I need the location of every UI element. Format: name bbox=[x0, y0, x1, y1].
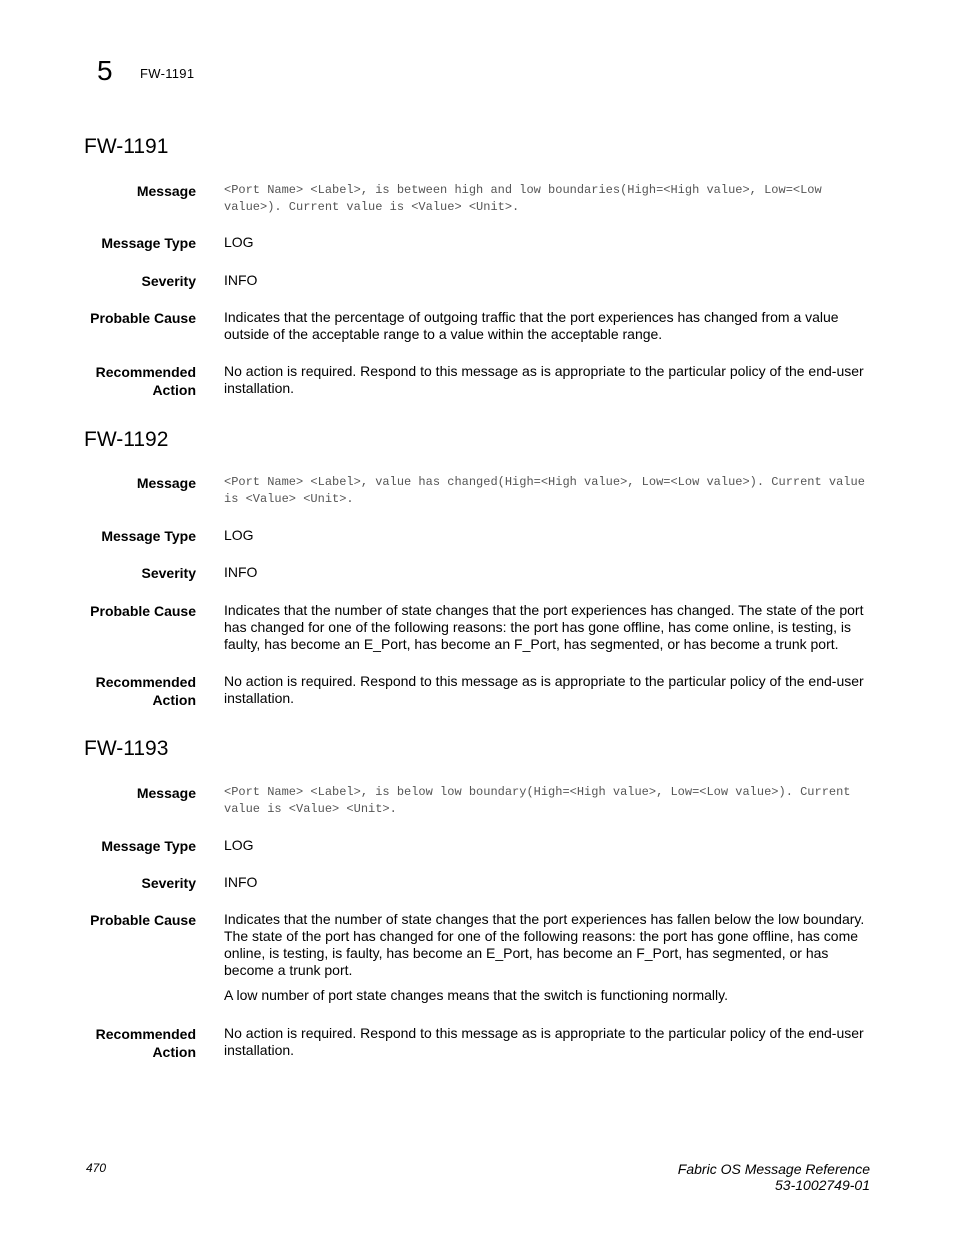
label-message: Message bbox=[136, 183, 196, 199]
recommended-action-text: No action is required. Respond to this message as is appropriate to the particular policy of the end-user installation. bbox=[224, 1025, 864, 1058]
probable-cause-paragraph: Indicates that the number of state changes that the port experiences has changed. The state of the port has changed for one of the following reasons: the port has gone offline, has come online, is testing, is faulty, has become an E_Port, has become an F_Port, has segmented, or has become a trunk port. bbox=[224, 602, 864, 652]
label-message: Message bbox=[136, 785, 196, 801]
label-message-type: Message Type bbox=[101, 838, 196, 854]
label-probable-cause: Probable Cause bbox=[90, 912, 196, 928]
page-number: 470 bbox=[86, 1161, 107, 1175]
label-action: Action bbox=[152, 382, 196, 398]
severity-value: INFO bbox=[224, 272, 258, 288]
label-message: Message bbox=[136, 475, 196, 491]
probable-cause-text bbox=[224, 911, 870, 1004]
message-text: <Port Name> <Label>, is below low boundary(High=<High value>, Low=<Low value>). Current value is <Value> <Unit>. bbox=[224, 785, 851, 816]
message-text: <Port Name> <Label>, is between high and low boundaries(High=<High value>, Low=<Low value>). Current value is <Value> <Unit>. bbox=[224, 183, 822, 214]
label-severity: Severity bbox=[141, 273, 196, 289]
label-message-type: Message Type bbox=[101, 235, 196, 251]
book-title: Fabric OS Message Reference bbox=[677, 1161, 870, 1177]
message-type-value: LOG bbox=[224, 527, 254, 543]
chapter-number: 5 bbox=[97, 55, 113, 86]
label-severity: Severity bbox=[141, 875, 196, 891]
probable-cause-text bbox=[224, 602, 870, 653]
probable-cause-paragraph: A low number of port state changes means that the switch is functioning normally. bbox=[224, 987, 728, 1003]
label-probable-cause: Probable Cause bbox=[90, 603, 196, 619]
running-head: FW-1191 bbox=[140, 66, 195, 81]
severity-value: INFO bbox=[224, 874, 258, 890]
label-recommended: Recommended bbox=[95, 364, 196, 380]
label-recommended: Recommended bbox=[95, 674, 196, 690]
message-type-value: LOG bbox=[224, 234, 254, 250]
recommended-action-text: No action is required. Respond to this message as is appropriate to the particular policy of the end-user installation. bbox=[224, 363, 864, 396]
label-recommended: Recommended bbox=[95, 1026, 196, 1042]
probable-cause-paragraph: Indicates that the number of state changes that the port experiences has fallen below the low boundary. The state of the port has changed for one of the following reasons: the port has gone offline, has come online, is testing, is faulty, has become an E_Port, has become an F_Port, has segmented, or has become a trunk port. bbox=[224, 911, 865, 978]
message-type-value: LOG bbox=[224, 837, 254, 853]
message-text: <Port Name> <Label>, value has changed(High=<High value>, Low=<Low value>). Current value is <Value> <Unit>. bbox=[224, 475, 865, 506]
recommended-action-text: No action is required. Respond to this message as is appropriate to the particular policy of the end-user installation. bbox=[224, 673, 864, 706]
label-recommended-action bbox=[36, 363, 196, 399]
label-action: Action bbox=[152, 692, 196, 708]
section-title-fw-1193: FW-1193 bbox=[84, 737, 169, 760]
severity-value: INFO bbox=[224, 564, 258, 580]
probable-cause-text bbox=[224, 309, 870, 343]
label-severity: Severity bbox=[141, 565, 196, 581]
label-message-type: Message Type bbox=[101, 528, 196, 544]
label-probable-cause: Probable Cause bbox=[90, 310, 196, 326]
label-recommended-action bbox=[36, 673, 196, 709]
section-title-fw-1192: FW-1192 bbox=[84, 428, 169, 451]
doc-number: 53-1002749-01 bbox=[775, 1177, 870, 1193]
probable-cause-paragraph: Indicates that the percentage of outgoing traffic that the port experiences has changed from a value outside of the acceptable range to a value within the acceptable range. bbox=[224, 309, 839, 342]
footer-doc-info bbox=[678, 1161, 870, 1193]
label-recommended-action bbox=[36, 1025, 196, 1061]
section-title-fw-1191: FW-1191 bbox=[84, 135, 169, 158]
label-action: Action bbox=[152, 1044, 196, 1060]
